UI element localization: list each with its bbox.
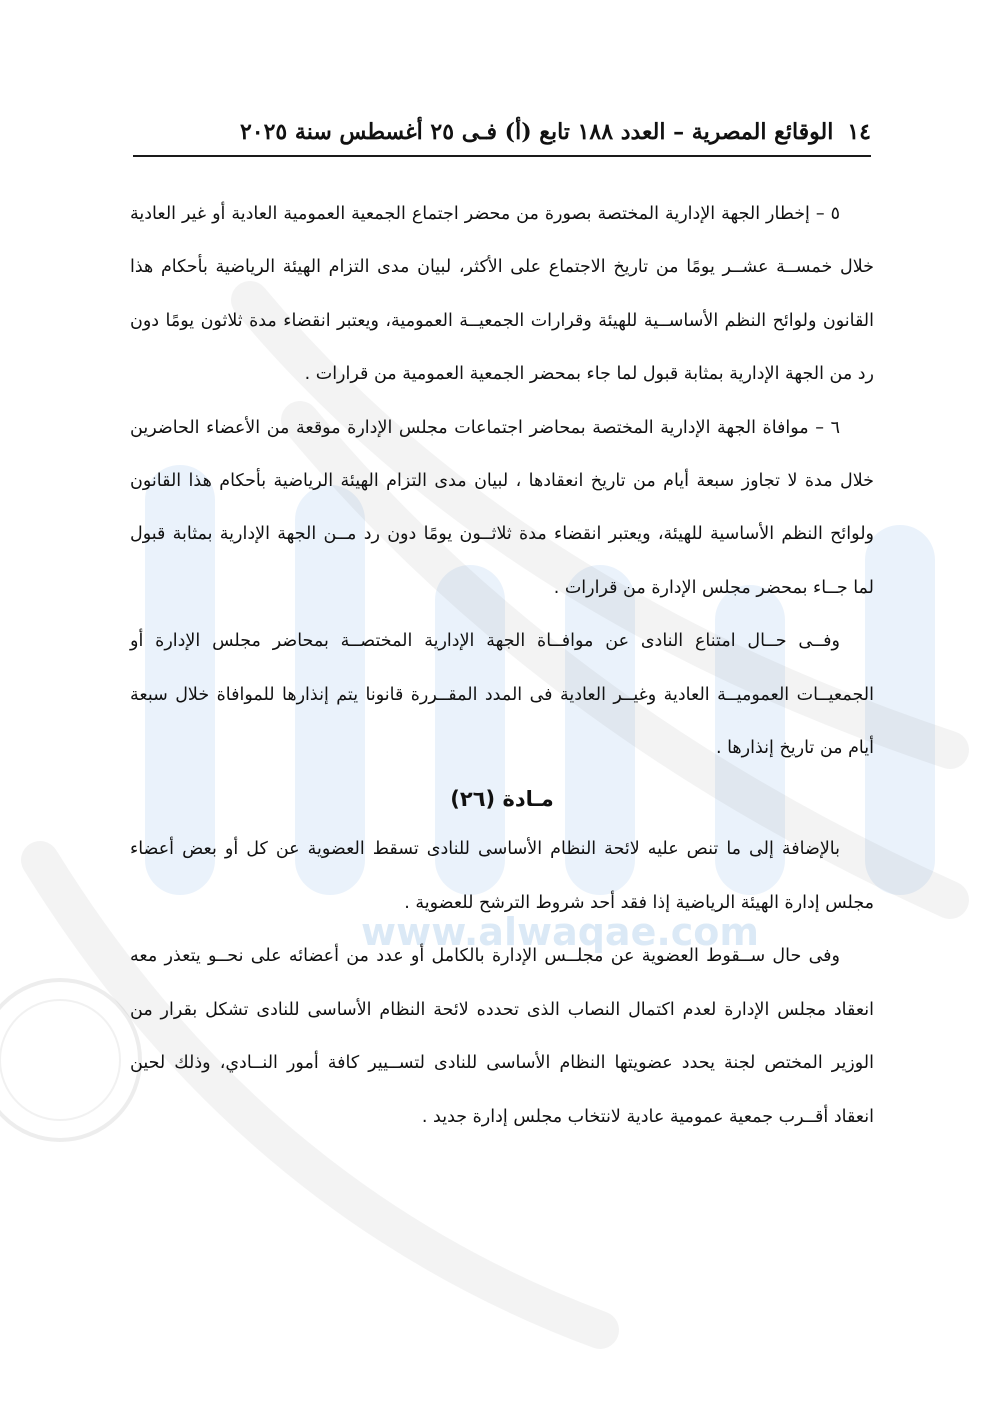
document-body — [130, 188, 874, 1144]
publication-title: الوقائع المصرية – العدد ١٨٨ تابع (أ) فـى ٢٥ أغسطس سنة ٢٠٢٥ — [239, 119, 834, 145]
page-number: ١٤ — [847, 119, 871, 145]
watermark-text: www.alwaqae.com — [360, 910, 760, 954]
clause-6: ٦ – موافاة الجهة الإدارية المختصة بمحاضر اجتماعات مجلس الإدارة موقعة من الأعضاء الحاضرين خلال مدة لا تجاوز سبعة أيام من تاريخ انعقادها ، لبيان مدى التزام الهيئة الرياضية بأحكام هذا القانون ولوائح النظم الأساسية للهيئة، ويعتبر انقضاء مدة ثلاثــون يومًا دون رد مــن الجهة الإدارية بمثابة قبول لما جــاء بمحضر مجلس الإدارة من قرارات . — [130, 417, 874, 598]
emblem-seal-inner — [0, 1000, 120, 1120]
article-26-paragraph-2: وفى حال ســقوط العضوية عن مجلــس الإدارة بالكامل أو عدد من أعضائه على نحــو يتعذر معه انعقاد مجلس الإدارة لعدم اكتمال النصاب الذى تحدده لائحة النظام الأساسى للنادى تشكل بقرار من الوزير المختص لجنة يحدد عضويتها النظام الأساسى للنادى لتســيير كافة أمور النــادي، وذلك لحين انعقاد أقــرب جمعية عمومية عادية لانتخاب مجلس إدارة جديد . — [130, 946, 874, 1127]
article-heading: مـادة (٢٦) — [450, 787, 554, 812]
non-compliance-paragraph: وفــى حــال امتناع النادى عن موافــاة الجهة الإدارية المختصــة بمحاضر مجلس الإدارة أو الجمعيــات العموميــة العادية وغيــر العادية فى المدد المقــررة قانونا يتم إنذارها للموافاة خلال سبعة أيام من تاريخ إنذارها . — [130, 631, 874, 759]
article-26-paragraph-1: بالإضافة إلى ما تنص عليه لائحة النظام الأساسى للنادى تسقط العضوية عن كل أو بعض أعضاء مجلس إدارة الهيئة الرياضية إذا فقد أحد شروط الترشح للعضوية . — [130, 839, 874, 913]
emblem-seal-icon — [0, 980, 140, 1140]
clause-5: ٥ – إخطار الجهة الإدارية المختصة بصورة من محضر اجتماع الجمعية العمومية العادية أو غير العادية خلال خمســة عشــر يومًا من تاريخ الاجتماع على الأكثر، لبيان مدى التزام الهيئة الرياضية بأحكام هذا القانون ولوائح النظم الأساســية للهيئة وقرارات الجمعيــة العمومية، ويعتبر انقضاء مدة ثلاثون يومًا دون رد من الجهة الإدارية بمثابة قبول لما جاء بمحضر الجمعية العمومية من قرارات . — [130, 204, 874, 385]
header-divider — [133, 155, 871, 157]
page-header — [133, 112, 871, 152]
